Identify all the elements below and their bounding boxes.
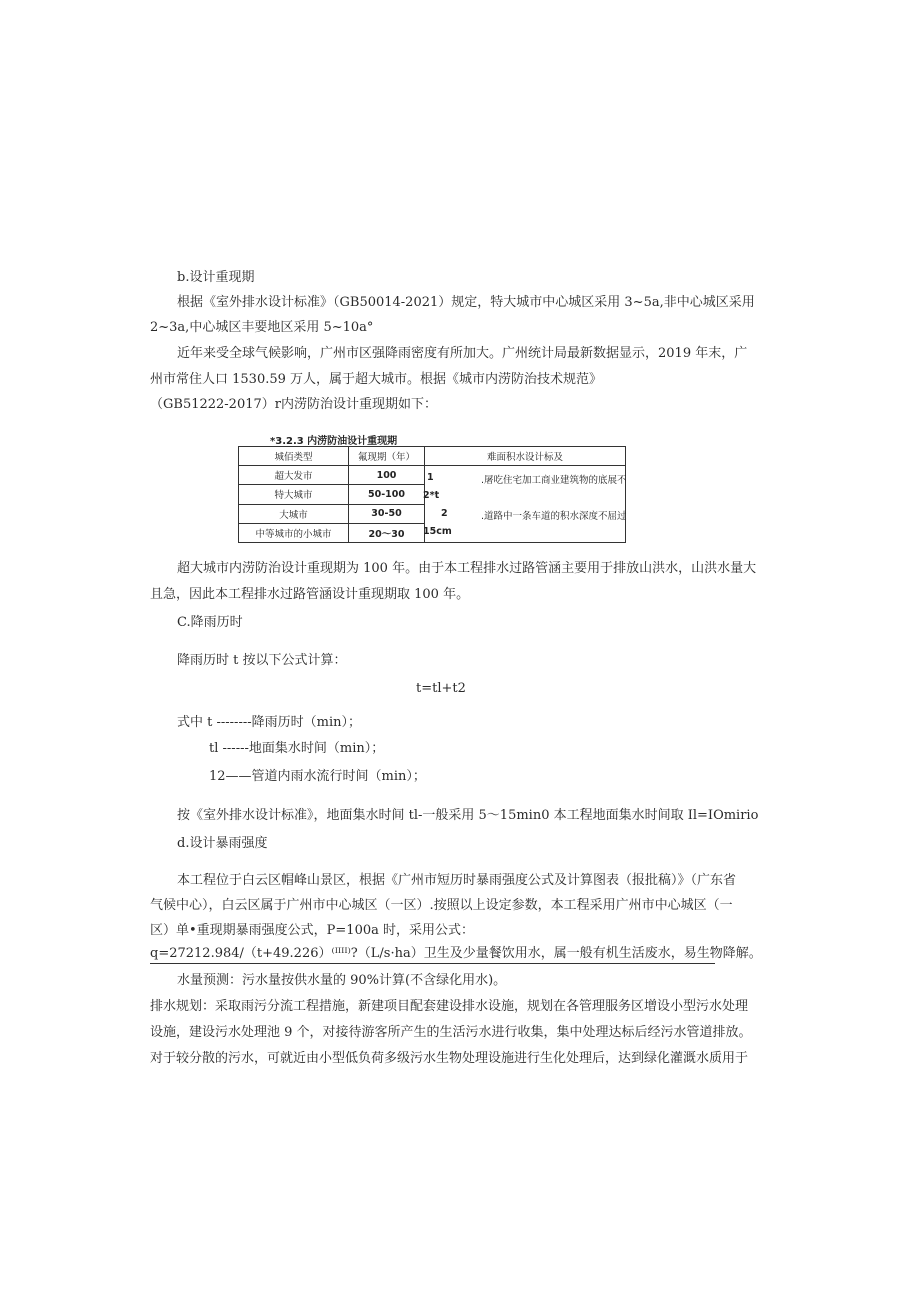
rainstorm-paragraph-line-2: 气候中心），白云区属于广州市中心城区（一区）.按照以上设定参数，本工程采用广州市中心城区（一 [150, 898, 733, 913]
rain-duration-intro: 降雨历时 t 按以下公式计算： [177, 653, 347, 668]
recurrence-period-table [238, 446, 626, 543]
cell-city-type: 超大发市 [239, 466, 349, 485]
paragraph-climate-line-1: 近年来受全球气候影响，广州市区强降雨密度有所加大。广州统计局最新数据显示，2019 年末，广 [177, 346, 748, 361]
rainstorm-paragraph-line-3: 区）单•重现期暴雨强度公式，P=100a 时，采用公式： [150, 923, 475, 938]
cell-period: 20～30 [349, 523, 425, 542]
paragraph-conclusion-line-2: 且急，因此本工程排水过路管涵设计重现期取 100 年。 [150, 587, 470, 602]
cell-period: 50-100 [349, 485, 425, 504]
table-title: *3.2.3 内涝防油设计重现期 [270, 436, 398, 447]
definition-t: 式中 t --------降雨历时（min）； [177, 715, 361, 730]
cell-city-type: 大城市 [239, 504, 349, 523]
rainstorm-paragraph-line-1: 本工程位于白云区帽峰山景区，根据《广州市短历时暴雨强度公式及计算图表（报批稿）》（广东省 [177, 873, 737, 888]
standard-item-1-number: 1 [427, 472, 434, 483]
standard-item-1-text: .屠吃住宅加工商业建筑物的底展不 [481, 475, 627, 486]
definition-t1: tl ------地面集水时间（min）； [209, 741, 385, 756]
cell-period: 100 [349, 466, 425, 485]
table-header-row [239, 447, 626, 466]
divider-line [150, 963, 715, 964]
standard-tail-text: 15cm [423, 526, 452, 537]
paragraph-standard-line-1: 根据《室外排水设计标准》（GB50014-2021）规定，特大城市中心城区采用 3~5a,非中心城区采用 [177, 295, 755, 310]
cell-standard [425, 466, 626, 543]
table-row [239, 466, 626, 485]
water-forecast: 水量预测：污水量按供水量的 90%计算(不含绿化用水)。 [177, 973, 507, 988]
cell-period: 30-50 [349, 504, 425, 523]
drainage-plan-line-3: 对于较分散的污水，可就近由小型低负荷多级污水生物处理设施进行生化处理后，达到绿化灌溉水质用于 [150, 1051, 749, 1066]
standard-item-2-number: 2 [441, 508, 448, 519]
paragraph-conclusion-line-1: 超大城市内涝防治设计重现期为 100 年。由于本工程排水过路管涵主要用于排放山洪水，山洪水量大 [177, 561, 757, 576]
header-city-type: 城佰类型 [239, 447, 349, 466]
section-b-heading: b.设计重现期 [177, 270, 255, 285]
standard-mid-text: 2*t [423, 490, 440, 501]
cell-city-type: 中等城市的小城市 [239, 523, 349, 542]
section-d-heading: d.设计暴雨强度 [177, 836, 268, 851]
formula-t: t=tl+t2 [416, 681, 466, 696]
paragraph-climate-line-2: 州市常住人口 1530.59 万人，属于超大城市。根据《城市内涝防治技术规范》 [150, 372, 603, 387]
drainage-plan-line-2: 设施，建设污水处理池 9 个，对接待游客所产生的生活污水进行收集，集中处理达标后经污水管道排放。 [150, 1025, 752, 1040]
header-period: 氟现期（年） [349, 447, 425, 466]
section-c-heading: C.降雨历时 [177, 615, 243, 630]
definition-t2: 12——管道内雨水流行时间（min）； [209, 769, 426, 784]
cell-city-type: 特大城市 [239, 485, 349, 504]
header-standard: 难面积水设计标及 [425, 447, 626, 466]
drainage-plan-line-1: 排水规划：采取雨污分流工程措施，新建项目配套建设排水设施，规划在各管理服务区增设小型污水处理 [150, 999, 749, 1014]
paragraph-standard-line-2: 2~3a,中心城区丰要地区采用 5~10a° [150, 320, 374, 335]
paragraph-climate-line-3: （GB51222-2017）r内涝防治设计重现期如下： [150, 397, 437, 412]
standard-item-2-text: .道路中一条车道的积水深度不屈过 [481, 511, 627, 522]
collection-time-note: 按《室外排水设计标准》，地面集水时间 tl-一般采用 5～15min0 本工程地面集水时间取 Il=IOmirio [177, 808, 759, 823]
rainstorm-formula-line: q=27212.984/（t+49.226）⁽ᴵᴵᴵᴵ⁾?（L/s·ha）卫生及少量餐饮用水，属一般有机生活废水，易生物降解。 [150, 946, 762, 961]
